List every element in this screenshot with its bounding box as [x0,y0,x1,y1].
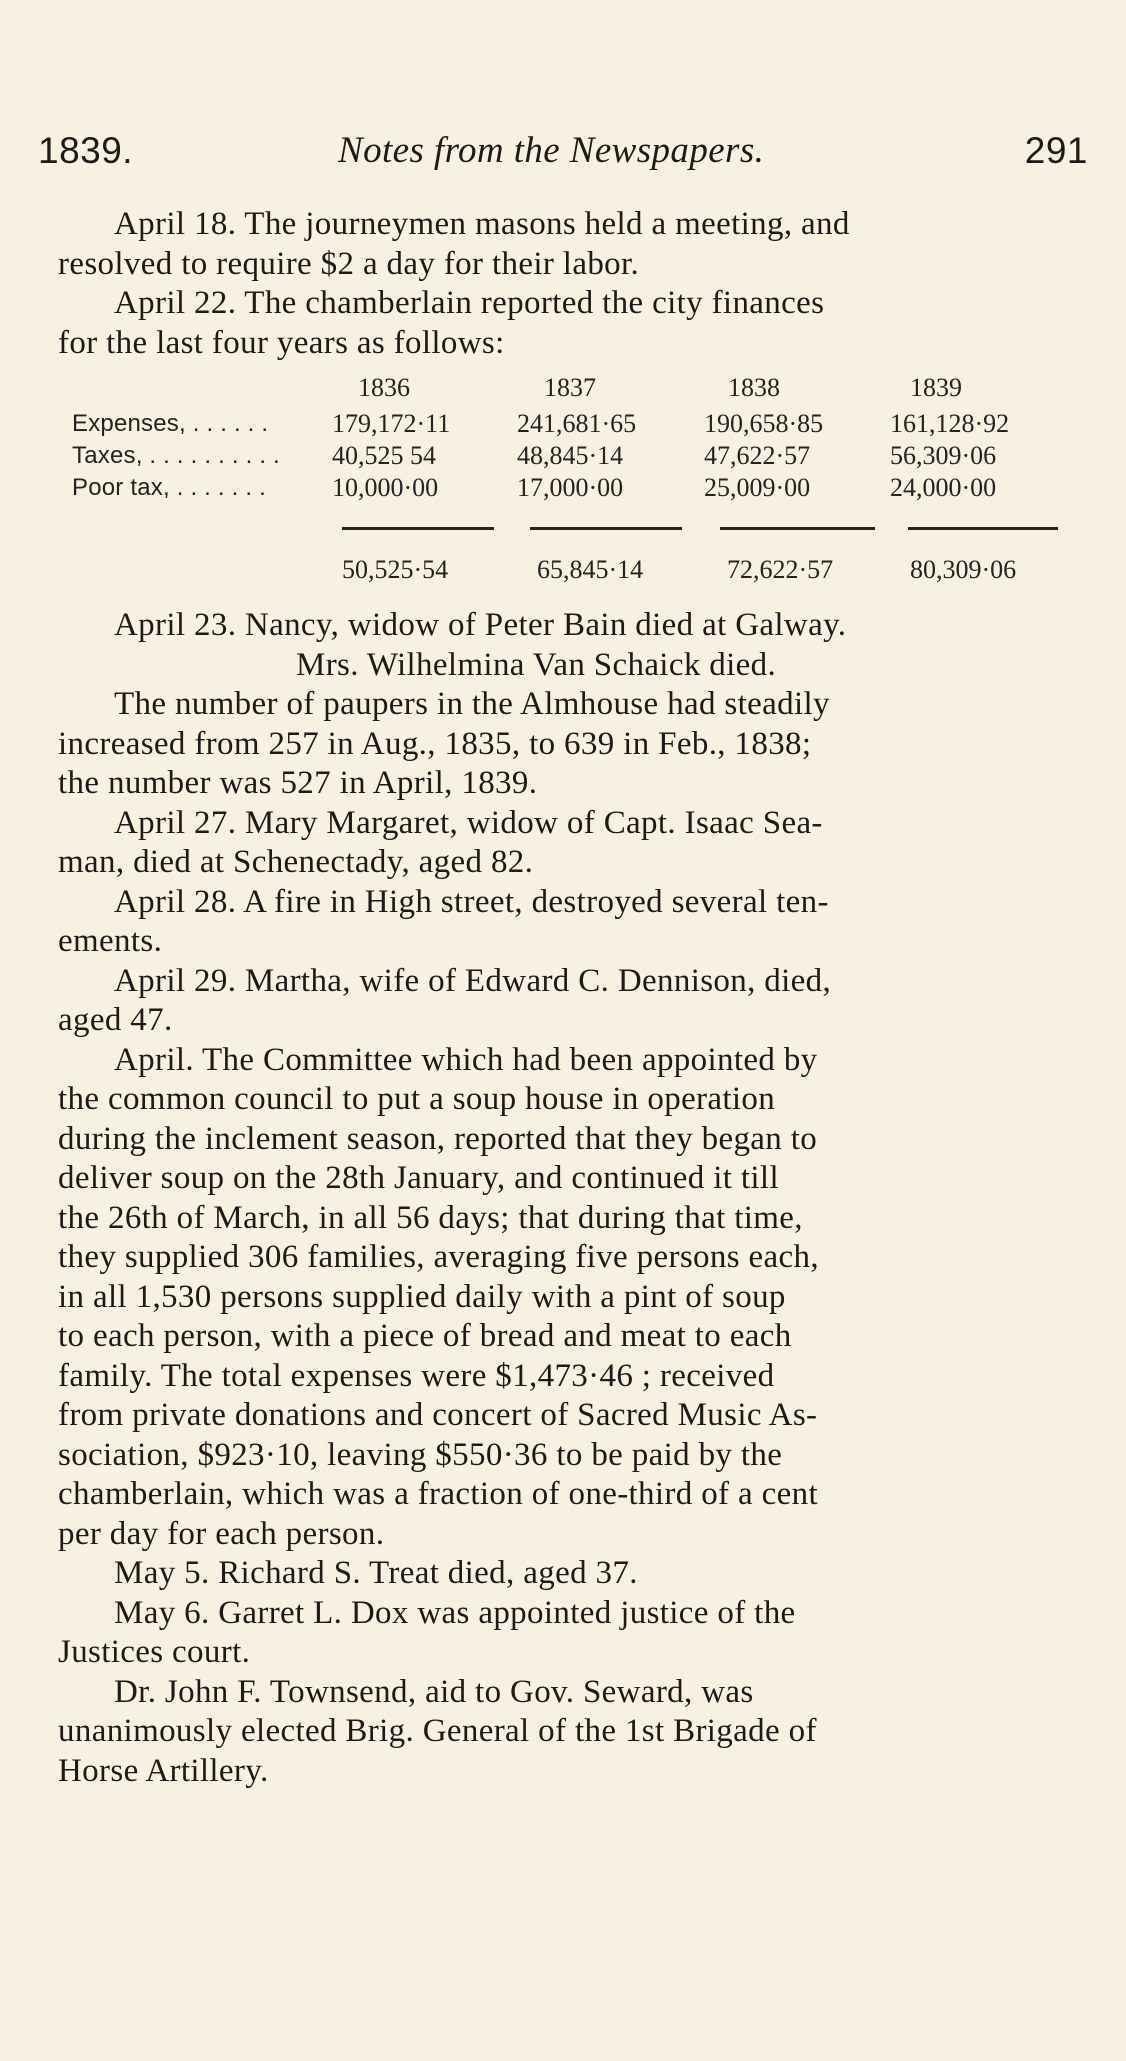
entry-paupers: The number of paupers in the Almhouse had steadily increased from 257 in Aug., 1835, to 639 in Feb., 1838; the number was 527 in April, 1839. [58,686,830,801]
sum-rule [908,527,1058,530]
main-text [58,606,1058,1791]
header-year: 1839. [38,130,134,171]
finance-totals [72,555,1072,595]
table-cell: 10,000·00 [332,473,439,502]
year-1837: 1837 [544,373,596,402]
sum-rule [530,527,682,530]
year-1836: 1836 [358,373,410,402]
table-cell: 24,000·00 [890,473,997,502]
total-1836: 50,525·54 [342,555,449,584]
row-label: Poor tax, . . . . . . . [72,474,266,501]
running-header [38,126,1088,176]
finance-row-poor-tax [72,473,1072,505]
table-cell: 40,525 54 [332,441,436,470]
header-title: Notes from the Newspapers. [338,130,765,171]
entry-april-23: April 23. Nancy, widow of Peter Bain died at Galway. [114,607,847,643]
entry-april-18: April 18. The journeymen masons held a meeting, and resolved to require $2 a day for their labor. [58,206,850,282]
sum-rule [720,527,875,530]
entry-april-27: April 27. Mary Margaret, widow of Capt. Isaac Sea- man, died at Schenectady, aged 82. [58,804,823,880]
entry-may-6: May 6. Garret L. Dox was appointed justice of the Justices court. [58,1594,796,1670]
intro-section [58,205,1058,363]
table-cell: 48,845·14 [517,441,624,470]
table-cell: 47,622·57 [704,441,811,470]
entry-april-28: April 28. A fire in High street, destroyed several ten- ements. [58,883,829,959]
table-cell: 241,681·65 [517,409,637,438]
finance-table [72,373,1072,595]
total-1839: 80,309·06 [910,555,1017,584]
row-label: Expenses, . . . . . . [72,410,269,437]
sum-rules [72,505,1072,555]
entry-van-schaick: Mrs. Wilhelmina Van Schaick died. [296,646,777,683]
total-1837: 65,845·14 [537,555,644,584]
total-1838: 72,622·57 [727,555,834,584]
entry-april-29: April 29. Martha, wife of Edward C. Dennison, died, aged 47. [58,962,832,1038]
entry-soup-house: April. The Committee which had been appointed by the common council to put a soup house in operation during the inclement season, reported that they began to deliver soup on the 28th January, and continued it till the 26th of March, in all 56 days; that during that time, they supplied 306 families, averaging five persons each, in all 1,530 persons supplied daily with a pint of soup to each person, with a piece of bread and meat to each family. The total expenses were $1,473·46 ; received from private donations and concert of Sacred Music As- sociation, $923·10, leaving $550·36 to be paid by the chamberlain, which was a fraction of one-third of a cent per day for each person. [58,1041,819,1552]
year-1838: 1838 [728,373,780,402]
finance-row-taxes [72,441,1072,473]
table-cell: 56,309·06 [890,441,997,470]
table-cell: 17,000·00 [517,473,624,502]
finance-year-headers [72,373,1072,409]
table-cell: 179,172·11 [332,409,451,438]
table-cell: 25,009·00 [704,473,811,502]
page-number: 291 [1024,130,1088,171]
entry-april-22: April 22. The chamberlain reported the city finances for the last four years as follows: [58,285,825,361]
sum-rule [342,527,494,530]
finance-row-expenses [72,409,1072,441]
table-cell: 190,658·85 [704,409,824,438]
entry-townsend: Dr. John F. Townsend, aid to Gov. Seward, was unanimously elected Brig. General of the 1st Brigade of Horse Artillery. [58,1673,817,1789]
entry-may-5: May 5. Richard S. Treat died, aged 37. [114,1555,638,1591]
year-1839: 1839 [910,373,962,402]
row-label: Taxes, . . . . . . . . . . [72,442,280,469]
table-cell: 161,128·92 [890,409,1010,438]
